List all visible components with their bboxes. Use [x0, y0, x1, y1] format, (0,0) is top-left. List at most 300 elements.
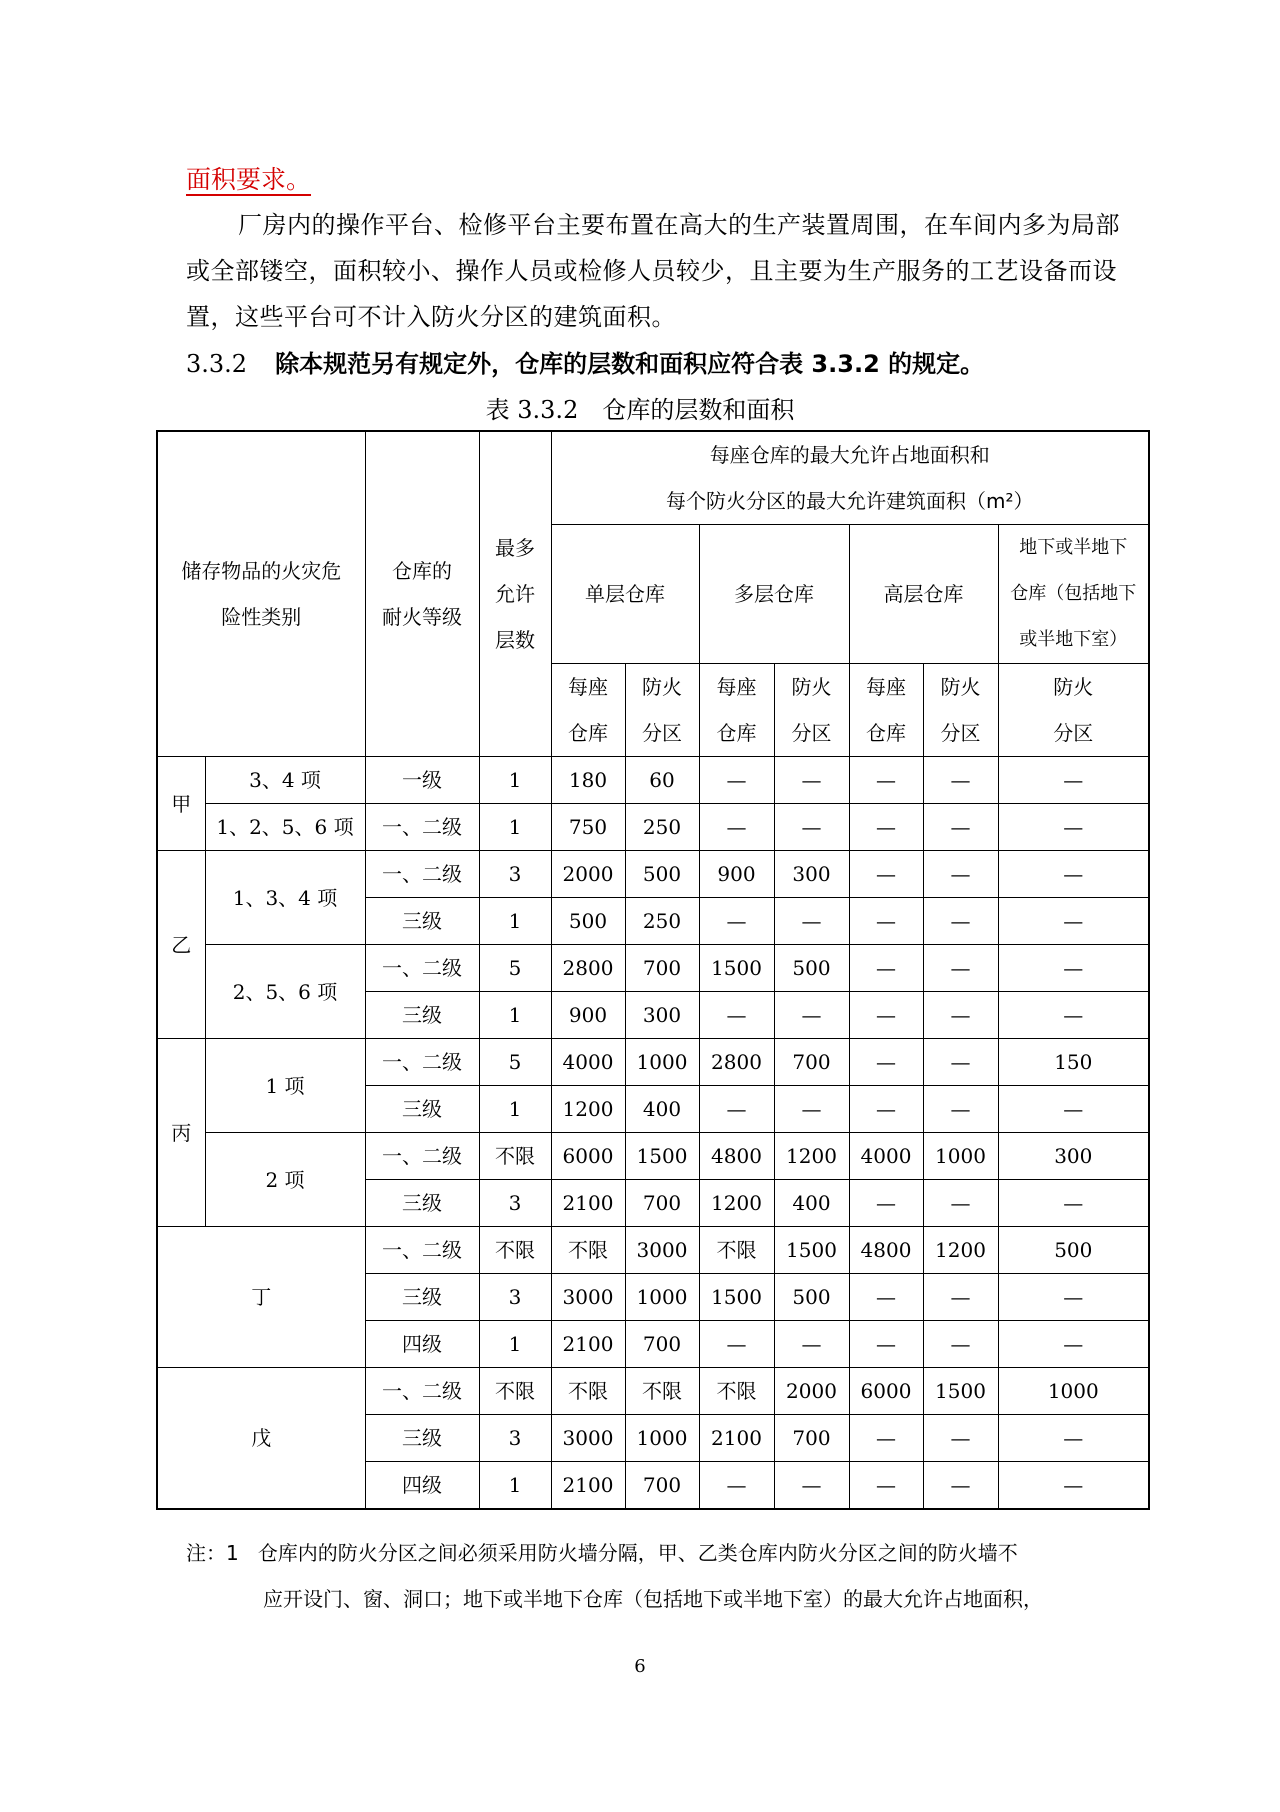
- header-fire-grade-line: 耐火等级: [382, 605, 462, 629]
- value-cell-line: —: [726, 909, 747, 933]
- fire-grade-cell-line: 一、二级: [382, 862, 462, 886]
- table-row: [157, 804, 1149, 851]
- sub-item-cell: [205, 1133, 365, 1227]
- fire-grade-cell-line: 四级: [402, 1332, 442, 1356]
- value-cell: [551, 757, 625, 804]
- value-cell: [625, 1321, 699, 1368]
- header-category-line: 储存物品的火灾危: [181, 559, 342, 583]
- header-per-building: [849, 664, 923, 757]
- value-cell: [479, 1321, 551, 1368]
- header-per-zone-line: 防火: [940, 675, 981, 699]
- value-cell: [774, 1415, 849, 1462]
- header-underground-line: 仓库（包括地下: [1010, 583, 1137, 604]
- value-cell: [923, 1039, 998, 1086]
- value-cell-line: —: [1063, 815, 1084, 839]
- value-cell-line: 1200: [562, 1097, 614, 1121]
- value-cell-line: 6000: [860, 1379, 912, 1403]
- header-per-zone: [923, 664, 998, 757]
- value-cell-line: —: [950, 1426, 971, 1450]
- value-cell-line: 300: [642, 1003, 682, 1027]
- header-max-floors-line: 最多: [495, 536, 535, 560]
- value-cell-line: 不限: [568, 1238, 608, 1262]
- value-cell-line: —: [950, 1473, 971, 1497]
- value-cell: [998, 1133, 1149, 1180]
- value-cell: [998, 945, 1149, 992]
- value-cell: [699, 757, 774, 804]
- fire-grade-cell: [365, 851, 479, 898]
- category-cell: [157, 1039, 205, 1227]
- fire-grade-cell-line: 一、二级: [382, 1144, 462, 1168]
- note-1-line-2: 应开设门、窗、洞口；地下或半地下仓库（包括地下或半地下室）的最大允许占地面积，: [263, 1587, 1043, 1611]
- value-cell: [551, 1133, 625, 1180]
- value-cell-line: 1200: [786, 1144, 837, 1168]
- value-cell-line: 750: [568, 815, 608, 839]
- fire-grade-cell-line: 一、二级: [382, 956, 462, 980]
- sub-item-cell: [205, 757, 365, 804]
- value-cell: [774, 757, 849, 804]
- value-cell-line: 500: [792, 956, 831, 980]
- value-cell-line: —: [1063, 1332, 1084, 1356]
- value-cell-line: 2000: [562, 862, 614, 886]
- category-cell-line: 乙: [171, 932, 192, 957]
- value-cell-line: 700: [642, 956, 682, 980]
- value-cell-line: 1500: [786, 1238, 837, 1262]
- value-cell: [998, 1227, 1149, 1274]
- value-cell: [923, 851, 998, 898]
- value-cell-line: —: [950, 1003, 971, 1027]
- value-cell-line: 5: [508, 1050, 522, 1074]
- value-cell-line: —: [950, 1285, 971, 1309]
- value-cell-line: 4000: [562, 1050, 614, 1074]
- value-cell: [479, 1462, 551, 1510]
- header-underground-zone-line: 分区: [1053, 721, 1094, 745]
- value-cell-line: —: [876, 1191, 896, 1215]
- sub-item-cell: [205, 1039, 365, 1133]
- header-max-floors: [479, 431, 551, 757]
- value-cell-line: —: [801, 1332, 822, 1356]
- value-cell: [625, 1180, 699, 1227]
- value-cell-line: 150: [1054, 1050, 1093, 1074]
- header-per-zone: [625, 664, 699, 757]
- value-cell: [998, 992, 1149, 1039]
- body-paragraph: 厂房内的操作平台、检修平台主要布置在高大的生产装置周围，在车间内多为局部或全部镂空，面积较小、操作人员或检修人员较少，且主要为生产服务的工艺设备而设置，这些平台可不计入防火分区的建筑面积。: [186, 211, 1120, 331]
- header-per-building: [551, 664, 625, 757]
- value-cell-line: 900: [568, 1003, 608, 1027]
- value-cell: [774, 851, 849, 898]
- fire-grade-cell-line: 三级: [402, 1003, 442, 1027]
- header-single-storey-line: 单层仓库: [585, 582, 665, 606]
- value-cell-line: —: [950, 815, 971, 839]
- value-cell-line: 3000: [562, 1285, 614, 1309]
- header-max-floors-line: 层数: [495, 628, 535, 652]
- category-cell-line: 丁: [251, 1285, 272, 1309]
- value-cell: [849, 851, 923, 898]
- table-title: 仓库的层数和面积: [602, 396, 795, 424]
- value-cell: [849, 1133, 923, 1180]
- value-cell: [923, 1368, 998, 1415]
- value-cell: [699, 1368, 774, 1415]
- value-cell: [998, 1462, 1149, 1510]
- value-cell-line: 3: [508, 1191, 522, 1215]
- value-cell: [699, 898, 774, 945]
- value-cell-line: 6000: [562, 1144, 614, 1168]
- value-cell: [923, 804, 998, 851]
- value-cell: [479, 757, 551, 804]
- table-caption: [0, 392, 1280, 428]
- fire-grade-cell: [365, 804, 479, 851]
- value-cell: [551, 1321, 625, 1368]
- header-high-rise-line: 高层仓库: [883, 582, 964, 606]
- header-underground-zone: [998, 664, 1149, 757]
- value-cell: [774, 1133, 849, 1180]
- header-underground-zone-line: 防火: [1053, 675, 1094, 699]
- value-cell: [923, 1415, 998, 1462]
- value-cell: [479, 851, 551, 898]
- clause-3-3-2: [186, 344, 1146, 384]
- value-cell: [849, 1086, 923, 1133]
- value-cell: [774, 804, 849, 851]
- header-per-building-line: 每座: [568, 675, 608, 699]
- value-cell: [551, 1274, 625, 1321]
- value-cell: [923, 945, 998, 992]
- value-cell-line: —: [950, 1332, 971, 1356]
- value-cell: [625, 1462, 699, 1510]
- value-cell: [551, 1415, 625, 1462]
- value-cell-line: —: [801, 768, 822, 792]
- value-cell: [998, 1180, 1149, 1227]
- value-cell: [479, 898, 551, 945]
- value-cell: [774, 1368, 849, 1415]
- value-cell: [551, 1368, 625, 1415]
- sub-item-cell: [205, 804, 365, 851]
- fire-grade-cell: [365, 1368, 479, 1415]
- sub-item-cell: [205, 945, 365, 1039]
- value-cell-line: —: [1063, 1285, 1084, 1309]
- category-cell: [157, 757, 205, 851]
- value-cell-line: —: [950, 1050, 971, 1074]
- fire-grade-cell-line: 一、二级: [382, 1238, 462, 1262]
- value-cell-line: —: [876, 1285, 896, 1309]
- value-cell-line: —: [1063, 909, 1084, 933]
- value-cell: [625, 1415, 699, 1462]
- fire-grade-cell: [365, 1321, 479, 1368]
- value-cell-line: 700: [642, 1332, 682, 1356]
- value-cell: [625, 898, 699, 945]
- value-cell: [849, 804, 923, 851]
- value-cell-line: 1: [508, 815, 522, 839]
- value-cell: [625, 1086, 699, 1133]
- value-cell-line: 4000: [860, 1144, 912, 1168]
- table-number: 表 3.3.2: [485, 396, 579, 424]
- value-cell-line: —: [876, 768, 896, 792]
- value-cell-line: 3: [508, 862, 522, 886]
- value-cell: [923, 757, 998, 804]
- value-cell-line: —: [1063, 1003, 1084, 1027]
- value-cell: [923, 992, 998, 1039]
- sub-item-cell-line: 1 项: [265, 1073, 305, 1098]
- value-cell: [998, 757, 1149, 804]
- header-per-building-line: 每座: [716, 675, 757, 699]
- fire-grade-cell: [365, 945, 479, 992]
- value-cell-line: 1200: [935, 1238, 986, 1262]
- value-cell: [551, 1227, 625, 1274]
- value-cell-line: 1000: [636, 1050, 688, 1074]
- value-cell-line: —: [876, 815, 896, 839]
- header-multi-storey-line: 多层仓库: [734, 582, 814, 606]
- header-high-rise: [849, 525, 998, 664]
- header-area-title-line: 每个防火分区的最大允许建筑面积（m²）: [666, 489, 1034, 513]
- fire-grade-cell-line: 三级: [402, 1285, 442, 1309]
- fire-grade-cell: [365, 1415, 479, 1462]
- value-cell-line: —: [876, 1473, 896, 1497]
- value-cell-line: 250: [642, 815, 682, 839]
- header-fire-grade: [365, 431, 479, 757]
- value-cell-line: 不限: [716, 1238, 757, 1262]
- value-cell: [849, 992, 923, 1039]
- sub-item-cell-line: 2、5、6 项: [232, 979, 338, 1004]
- value-cell: [479, 804, 551, 851]
- value-cell-line: 300: [792, 862, 831, 886]
- value-cell-line: 2800: [711, 1050, 762, 1074]
- fire-grade-cell-line: 一、二级: [382, 815, 462, 839]
- value-cell-line: —: [726, 1332, 747, 1356]
- value-cell-line: 1000: [636, 1285, 688, 1309]
- fire-grade-cell: [365, 1462, 479, 1510]
- value-cell: [551, 898, 625, 945]
- value-cell: [699, 1321, 774, 1368]
- value-cell: [774, 945, 849, 992]
- table-notes: [186, 1530, 1146, 1622]
- page-number: 6: [634, 1656, 646, 1677]
- value-cell-line: —: [801, 1097, 822, 1121]
- fire-grade-cell-line: 三级: [402, 1191, 442, 1215]
- value-cell-line: —: [950, 768, 971, 792]
- value-cell: [774, 992, 849, 1039]
- value-cell-line: —: [1063, 862, 1084, 886]
- header-multi-storey: [699, 525, 849, 664]
- previous-text-fragment: 面积要求。: [186, 165, 312, 194]
- value-cell: [849, 1274, 923, 1321]
- value-cell: [849, 1039, 923, 1086]
- value-cell-line: 250: [642, 909, 682, 933]
- value-cell-line: 300: [1054, 1144, 1093, 1168]
- value-cell: [551, 1039, 625, 1086]
- value-cell-line: —: [950, 909, 971, 933]
- value-cell-line: 1: [508, 1473, 522, 1497]
- value-cell: [699, 1415, 774, 1462]
- value-cell-line: 500: [568, 909, 608, 933]
- value-cell-line: —: [726, 1473, 747, 1497]
- value-cell-line: —: [1063, 1191, 1084, 1215]
- value-cell-line: —: [950, 1097, 971, 1121]
- value-cell: [479, 1274, 551, 1321]
- value-cell: [479, 1368, 551, 1415]
- value-cell-line: 900: [717, 862, 756, 886]
- value-cell-line: 1500: [935, 1379, 986, 1403]
- value-cell: [923, 1274, 998, 1321]
- table-row: [157, 1039, 1149, 1086]
- value-cell-line: 2100: [562, 1473, 614, 1497]
- header-category: [157, 431, 365, 757]
- value-cell: [479, 1180, 551, 1227]
- fire-grade-cell: [365, 1039, 479, 1086]
- sub-item-cell: [205, 851, 365, 945]
- fire-grade-cell: [365, 1227, 479, 1274]
- value-cell: [625, 1274, 699, 1321]
- value-cell: [625, 1133, 699, 1180]
- value-cell: [774, 1462, 849, 1510]
- value-cell: [699, 1180, 774, 1227]
- value-cell-line: 1200: [711, 1191, 762, 1215]
- value-cell: [849, 898, 923, 945]
- value-cell-line: 3000: [562, 1426, 614, 1450]
- table-row: [157, 1133, 1149, 1180]
- sub-item-cell-line: 1、2、5、6 项: [216, 815, 354, 839]
- table-row: [157, 851, 1149, 898]
- category-cell: [157, 1227, 365, 1368]
- value-cell: [551, 1180, 625, 1227]
- value-cell-line: 700: [642, 1191, 682, 1215]
- header-per-zone-line: 防火: [642, 675, 682, 699]
- header-category-line: 险性类别: [221, 605, 302, 629]
- value-cell: [923, 898, 998, 945]
- table-row: [157, 1368, 1149, 1415]
- value-cell: [774, 898, 849, 945]
- value-cell-line: 2000: [786, 1379, 837, 1403]
- value-cell-line: 500: [792, 1285, 831, 1309]
- header-single-storey: [551, 525, 699, 664]
- clause-text: 除本规范另有规定外，仓库的层数和面积应符合表 3.3.2 的规定。: [275, 350, 985, 378]
- note-prefix: 注：1: [186, 1541, 239, 1565]
- value-cell: [699, 1274, 774, 1321]
- value-cell: [699, 1227, 774, 1274]
- value-cell: [479, 945, 551, 992]
- header-per-building-line: 仓库: [716, 721, 757, 745]
- value-cell: [774, 1227, 849, 1274]
- value-cell-line: —: [876, 956, 896, 980]
- value-cell-line: 1500: [711, 956, 762, 980]
- fire-grade-cell-line: 四级: [402, 1473, 442, 1497]
- fire-grade-cell: [365, 992, 479, 1039]
- value-cell: [923, 1180, 998, 1227]
- value-cell-line: —: [876, 1050, 896, 1074]
- value-cell-line: —: [1063, 1473, 1084, 1497]
- value-cell-line: 1000: [1047, 1379, 1099, 1403]
- value-cell: [849, 1462, 923, 1510]
- value-cell-line: 1000: [636, 1426, 688, 1450]
- value-cell-line: 2100: [562, 1332, 614, 1356]
- value-cell: [998, 1086, 1149, 1133]
- header-per-zone-line: 防火: [791, 675, 832, 699]
- value-cell-line: —: [876, 1332, 896, 1356]
- category-cell-line: 丙: [171, 1120, 192, 1145]
- fire-grade-cell-line: 一级: [402, 768, 442, 792]
- value-cell: [774, 1180, 849, 1227]
- header-area-title: [551, 431, 1149, 525]
- value-cell: [625, 1368, 699, 1415]
- warehouse-area-table: [156, 430, 1150, 1510]
- value-cell: [625, 757, 699, 804]
- value-cell-line: —: [876, 909, 896, 933]
- header-per-zone-line: 分区: [791, 721, 832, 745]
- value-cell: [699, 945, 774, 992]
- value-cell: [998, 804, 1149, 851]
- value-cell: [998, 1274, 1149, 1321]
- value-cell-line: 不限: [495, 1379, 535, 1403]
- value-cell-line: 不限: [642, 1379, 682, 1403]
- value-cell-line: 700: [792, 1050, 831, 1074]
- value-cell: [479, 1133, 551, 1180]
- clause-number: 3.3.2: [186, 350, 248, 378]
- value-cell-line: 700: [792, 1426, 831, 1450]
- value-cell-line: 5: [508, 956, 522, 980]
- header-underground-line: 地下或半地下: [1019, 537, 1128, 558]
- header-per-zone-line: 分区: [940, 721, 981, 745]
- value-cell-line: 700: [642, 1473, 682, 1497]
- value-cell-line: —: [801, 909, 822, 933]
- value-cell-line: —: [876, 1097, 896, 1121]
- table-row: [157, 945, 1149, 992]
- header-per-zone: [774, 664, 849, 757]
- fire-grade-cell-line: 三级: [402, 909, 442, 933]
- value-cell-line: —: [726, 1097, 747, 1121]
- value-cell-line: 60: [649, 768, 675, 792]
- value-cell: [479, 1086, 551, 1133]
- value-cell-line: 2100: [711, 1426, 762, 1450]
- value-cell-line: 400: [792, 1191, 831, 1215]
- value-cell: [625, 804, 699, 851]
- note-1-text: 仓库内的防火分区之间必须采用防火墙分隔，甲、乙类仓库内防火分区之间的防火墙不: [257, 1541, 1018, 1565]
- value-cell: [479, 1415, 551, 1462]
- category-cell-line: 戊: [251, 1426, 272, 1450]
- value-cell-line: —: [1063, 1097, 1084, 1121]
- value-cell: [849, 1368, 923, 1415]
- value-cell-line: 1500: [636, 1144, 688, 1168]
- fire-grade-cell: [365, 1133, 479, 1180]
- sub-item-cell-line: 1、3、4 项: [232, 885, 338, 910]
- fire-grade-cell-line: 三级: [402, 1097, 442, 1121]
- value-cell-line: 1: [508, 768, 522, 792]
- value-cell: [479, 1039, 551, 1086]
- category-cell-line: 甲: [171, 791, 192, 816]
- value-cell: [998, 851, 1149, 898]
- value-cell: [699, 1462, 774, 1510]
- value-cell: [998, 1415, 1149, 1462]
- value-cell: [699, 851, 774, 898]
- value-cell: [998, 1039, 1149, 1086]
- value-cell-line: —: [876, 1426, 896, 1450]
- fire-grade-cell-line: 一、二级: [382, 1050, 462, 1074]
- value-cell: [699, 1086, 774, 1133]
- value-cell: [551, 1086, 625, 1133]
- value-cell-line: 1000: [935, 1144, 986, 1168]
- value-cell: [625, 1227, 699, 1274]
- value-cell-line: 3: [508, 1285, 522, 1309]
- value-cell-line: 3: [508, 1426, 522, 1450]
- value-cell-line: 3000: [636, 1238, 688, 1262]
- fire-grade-cell-line: 三级: [402, 1426, 442, 1450]
- value-cell-line: —: [950, 862, 971, 886]
- fire-grade-cell: [365, 1180, 479, 1227]
- value-cell: [923, 1133, 998, 1180]
- table-row: [157, 757, 1149, 804]
- value-cell: [923, 1086, 998, 1133]
- value-cell: [774, 1039, 849, 1086]
- header-max-floors-line: 允许: [495, 582, 535, 606]
- value-cell-line: 1: [508, 909, 522, 933]
- value-cell-line: 4800: [860, 1238, 912, 1262]
- value-cell: [849, 757, 923, 804]
